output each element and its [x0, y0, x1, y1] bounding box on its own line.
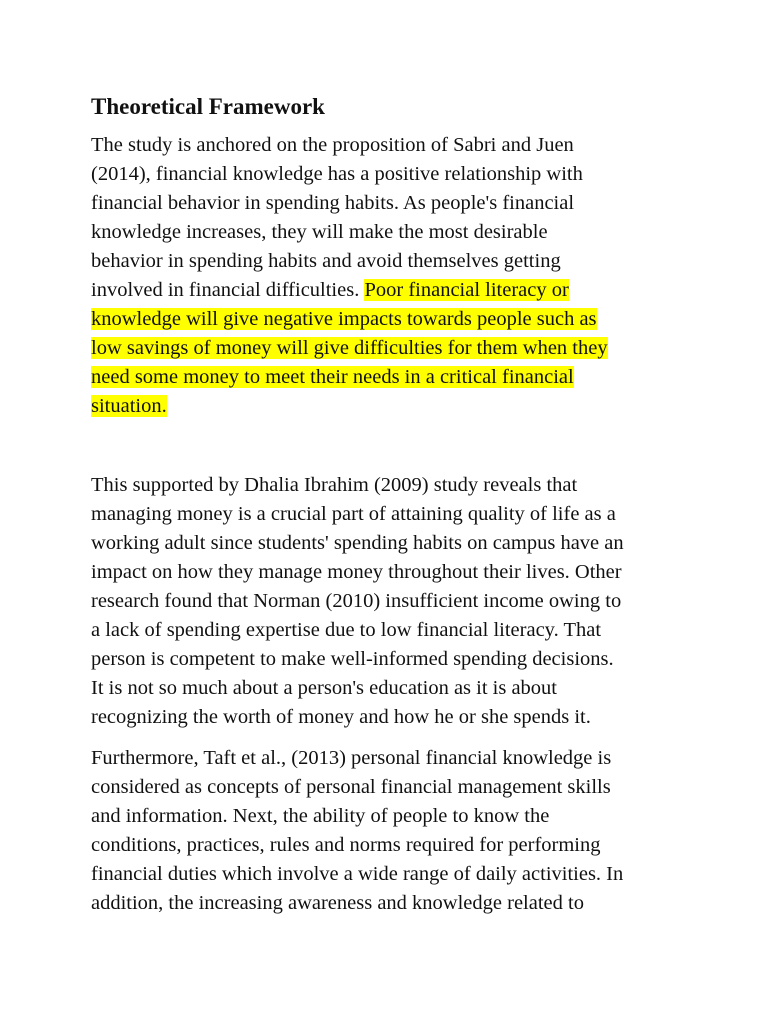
- text-line: [91, 131, 691, 160]
- text-line: [91, 160, 691, 189]
- highlighted-text: knowledge will give negative impacts towards people such as: [91, 308, 597, 330]
- paragraph-2: [91, 471, 691, 732]
- text-line: [91, 802, 691, 831]
- text-run: financial duties which involve a wide range of daily activities. In: [91, 863, 624, 885]
- text-run: and information. Next, the ability of people to know the: [91, 805, 550, 827]
- text-line: [91, 558, 691, 587]
- text-line: [91, 889, 691, 918]
- text-run: working adult since students' spending habits on campus have an: [91, 532, 624, 554]
- text-line: [91, 363, 691, 392]
- text-line: [91, 831, 691, 860]
- paragraph-3: [91, 744, 691, 918]
- text-run: The study is anchored on the proposition of Sabri and Juen: [91, 134, 574, 156]
- text-run: addition, the increasing awareness and knowledge related to: [91, 892, 584, 914]
- text-run: financial behavior in spending habits. As people's financial: [91, 192, 575, 214]
- text-line: [91, 674, 691, 703]
- text-line: [91, 247, 691, 276]
- highlighted-text: Poor financial literacy or: [364, 279, 569, 301]
- text-line: [91, 218, 691, 247]
- highlighted-text: situation.: [91, 395, 167, 417]
- text-line: [91, 276, 691, 305]
- text-line: [91, 773, 691, 802]
- text-run: It is not so much about a person's education as it is about: [91, 677, 558, 699]
- text-run: recognizing the worth of money and how he or she spends it.: [91, 706, 591, 728]
- text-line: [91, 744, 691, 773]
- text-run: a lack of spending expertise due to low financial literacy. That: [91, 619, 602, 641]
- text-line: [91, 616, 691, 645]
- text-line: [91, 529, 691, 558]
- text-line: [91, 645, 691, 674]
- text-line: [91, 189, 691, 218]
- text-line: [91, 392, 691, 421]
- section-heading: Theoretical Framework: [91, 94, 325, 119]
- text-run: research found that Norman (2010) insufficient income owing to: [91, 590, 622, 612]
- highlighted-text: need some money to meet their needs in a critical financial: [91, 366, 574, 388]
- text-line: [91, 334, 691, 363]
- paragraph-1: [91, 131, 691, 421]
- text-line: [91, 471, 691, 500]
- text-line: [91, 305, 691, 334]
- text-run: involved in financial difficulties.: [91, 279, 365, 301]
- text-run: knowledge increases, they will make the most desirable: [91, 221, 548, 243]
- text-line: [91, 703, 691, 732]
- highlighted-text: low savings of money will give difficulties for them when they: [91, 337, 608, 359]
- text-run: managing money is a crucial part of attaining quality of life as a: [91, 503, 616, 525]
- text-run: Furthermore, Taft et al., (2013) personal financial knowledge is: [91, 747, 612, 769]
- text-run: behavior in spending habits and avoid themselves getting: [91, 250, 561, 272]
- text-run: person is competent to make well-informed spending decisions.: [91, 648, 614, 670]
- text-line: [91, 587, 691, 616]
- document-page: [91, 92, 691, 918]
- text-run: conditions, practices, rules and norms required for performing: [91, 834, 601, 856]
- text-run: (2014), financial knowledge has a positive relationship with: [91, 163, 583, 185]
- text-run: impact on how they manage money throughout their lives. Other: [91, 561, 622, 583]
- text-run: considered as concepts of personal financial management skills: [91, 776, 611, 798]
- text-line: [91, 500, 691, 529]
- text-line: [91, 860, 691, 889]
- text-run: This supported by Dhalia Ibrahim (2009) study reveals that: [91, 474, 578, 496]
